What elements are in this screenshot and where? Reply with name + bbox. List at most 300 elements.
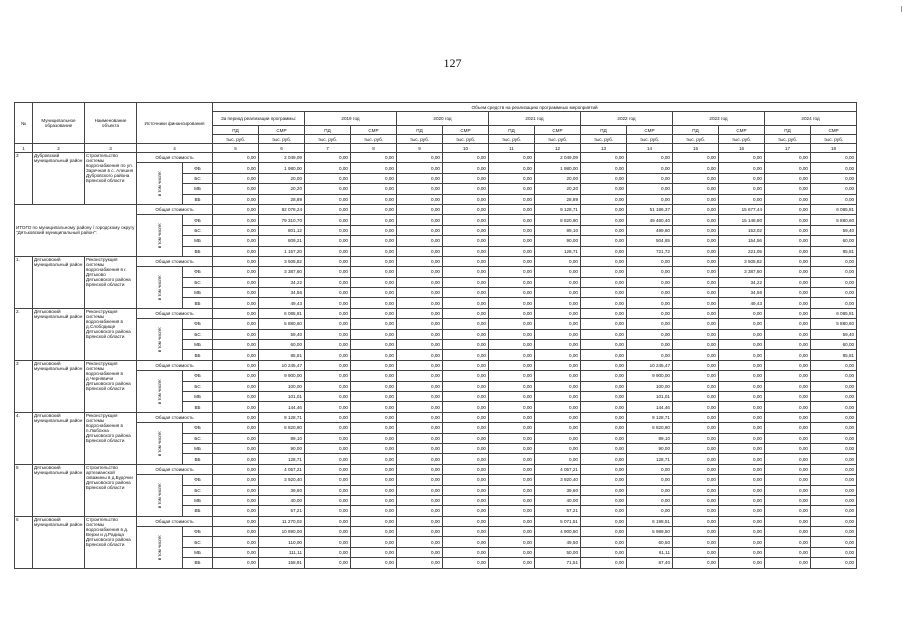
value-cell: 0,00 bbox=[673, 558, 719, 568]
value-cell: 499,60 bbox=[627, 225, 673, 235]
value-cell: 0,00 bbox=[305, 371, 351, 381]
value-cell: 28,89 bbox=[535, 194, 581, 204]
value-cell: 221,05 bbox=[719, 246, 765, 256]
value-cell: 0,00 bbox=[719, 173, 765, 183]
value-cell: 9 900,00 bbox=[627, 371, 673, 381]
value-cell: 15 148,80 bbox=[719, 215, 765, 225]
value-cell: 0,00 bbox=[673, 506, 719, 516]
value-cell: 0,00 bbox=[581, 506, 627, 516]
value-cell: 39,60 bbox=[535, 485, 581, 495]
value-cell: 0,00 bbox=[719, 423, 765, 433]
table-body bbox=[15, 153, 903, 569]
value-cell: 0,00 bbox=[351, 537, 397, 547]
value-cell: 0,00 bbox=[765, 381, 811, 391]
value-cell: 0,00 bbox=[351, 308, 397, 318]
value-cell: 0,00 bbox=[673, 537, 719, 547]
header-year: 2022 год bbox=[581, 112, 673, 126]
value-cell: 0,00 bbox=[719, 381, 765, 391]
source-vb: ВБ bbox=[183, 246, 213, 256]
value-cell: 0,00 bbox=[397, 215, 443, 225]
value-cell: 0,00 bbox=[489, 558, 535, 568]
value-cell: 0,00 bbox=[581, 225, 627, 235]
value-cell: 0,00 bbox=[213, 506, 259, 516]
value-cell: 101,01 bbox=[627, 391, 673, 401]
value-cell: 0,00 bbox=[627, 475, 673, 485]
value-cell: 0,00 bbox=[213, 464, 259, 474]
value-cell: 0,00 bbox=[673, 464, 719, 474]
value-cell: 0,00 bbox=[719, 329, 765, 339]
value-cell: 0,00 bbox=[581, 184, 627, 194]
value-cell: 0,00 bbox=[535, 340, 581, 350]
value-cell: 2 049,09 bbox=[259, 153, 305, 163]
value-cell: 0,00 bbox=[443, 256, 489, 266]
including-label bbox=[137, 475, 183, 517]
value-cell: 0,00 bbox=[489, 329, 535, 339]
value-cell: 0,00 bbox=[719, 475, 765, 485]
value-cell: 0,00 bbox=[489, 173, 535, 183]
value-cell: 0,00 bbox=[811, 277, 857, 287]
value-cell: 0,00 bbox=[443, 381, 489, 391]
value-cell: 0,00 bbox=[397, 308, 443, 318]
object-name: Реконструкция системы водоснабжения в д.Слободище Дятьковского района Брянской области bbox=[85, 308, 137, 360]
source-vb: ВБ bbox=[183, 298, 213, 308]
value-cell: 0,00 bbox=[719, 163, 765, 173]
header-pd: ПД bbox=[213, 126, 259, 135]
value-cell: 85,81 bbox=[811, 246, 857, 256]
value-cell: 0,00 bbox=[489, 246, 535, 256]
value-cell: 0,00 bbox=[351, 443, 397, 453]
value-cell: 28,89 bbox=[259, 194, 305, 204]
including-text: в том числе: bbox=[156, 430, 162, 457]
value-cell: 0,00 bbox=[719, 340, 765, 350]
value-cell: 0,00 bbox=[811, 256, 857, 266]
value-cell: 0,00 bbox=[397, 527, 443, 537]
value-cell: 0,00 bbox=[535, 423, 581, 433]
value-cell: 0,00 bbox=[489, 475, 535, 485]
value-cell: 0,00 bbox=[535, 350, 581, 360]
value-cell: 59,40 bbox=[811, 329, 857, 339]
row-number: 3 bbox=[15, 360, 33, 412]
value-cell: 0,00 bbox=[397, 163, 443, 173]
value-cell: 0,00 bbox=[627, 464, 673, 474]
value-cell: 0,00 bbox=[351, 433, 397, 443]
value-cell: 0,00 bbox=[305, 527, 351, 537]
value-cell: 0,00 bbox=[765, 173, 811, 183]
value-cell: 0,00 bbox=[811, 433, 857, 443]
value-cell: 0,00 bbox=[397, 485, 443, 495]
header-year: 2021 год bbox=[489, 112, 581, 126]
value-cell: 0,00 bbox=[489, 412, 535, 422]
value-cell: 40,00 bbox=[259, 495, 305, 505]
value-cell: 0,00 bbox=[581, 360, 627, 370]
value-cell: 0,00 bbox=[673, 256, 719, 266]
value-cell: 0,00 bbox=[581, 215, 627, 225]
value-cell: 87,40 bbox=[627, 558, 673, 568]
value-cell: 0,00 bbox=[351, 236, 397, 246]
value-cell: 0,00 bbox=[397, 246, 443, 256]
source-vb: ВБ bbox=[183, 506, 213, 516]
header-colnum: 9 bbox=[397, 144, 443, 153]
value-cell: 0,00 bbox=[627, 267, 673, 277]
value-cell: 0,00 bbox=[443, 537, 489, 547]
value-cell: 0,00 bbox=[765, 527, 811, 537]
including-text: в том числе: bbox=[156, 170, 162, 197]
header-smr: СМР bbox=[443, 126, 489, 135]
value-cell: 0,00 bbox=[305, 267, 351, 277]
value-cell: 0,00 bbox=[673, 340, 719, 350]
value-cell: 6 198,51 bbox=[627, 516, 673, 526]
value-cell: 6 085,81 bbox=[811, 204, 857, 214]
value-cell: 0,00 bbox=[213, 329, 259, 339]
value-cell: 0,00 bbox=[811, 537, 857, 547]
value-cell: 0,00 bbox=[213, 277, 259, 287]
header-object: Наименование объекта bbox=[85, 103, 137, 144]
header-unit: тыс. руб. bbox=[535, 135, 581, 144]
value-cell: 0,00 bbox=[673, 360, 719, 370]
value-cell: 0,00 bbox=[673, 381, 719, 391]
value-cell: 0,00 bbox=[719, 537, 765, 547]
value-cell: 0,00 bbox=[443, 340, 489, 350]
value-cell: 0,00 bbox=[351, 215, 397, 225]
edge-mark bbox=[901, 6, 902, 12]
value-cell: 0,00 bbox=[213, 308, 259, 318]
municipality: Дубровский муниципальный район bbox=[33, 153, 85, 205]
value-cell: 0,00 bbox=[719, 433, 765, 443]
value-cell: 0,00 bbox=[627, 256, 673, 266]
header-colnum: 3 bbox=[85, 144, 137, 153]
value-cell: 0,00 bbox=[213, 225, 259, 235]
value-cell: 0,00 bbox=[213, 423, 259, 433]
value-cell: 0,00 bbox=[351, 527, 397, 537]
object-name: Строительство системы водоснабжения по ул. Заречная в с. Алешня Дубровского района Брянской области bbox=[85, 153, 137, 205]
value-cell: 6 085,81 bbox=[259, 308, 305, 318]
value-cell: 0,00 bbox=[305, 288, 351, 298]
value-cell: 721,72 bbox=[627, 246, 673, 256]
value-cell: 0,00 bbox=[581, 402, 627, 412]
value-cell: 0,00 bbox=[397, 443, 443, 453]
value-cell: 0,00 bbox=[443, 267, 489, 277]
value-cell: 0,00 bbox=[673, 298, 719, 308]
value-cell: 0,00 bbox=[351, 256, 397, 266]
source-mb: МБ bbox=[183, 443, 213, 453]
row-number: 3 bbox=[15, 153, 33, 205]
value-cell: 1 980,00 bbox=[259, 163, 305, 173]
value-cell: 0,00 bbox=[627, 319, 673, 329]
value-cell: 0,00 bbox=[351, 173, 397, 183]
value-cell: 0,00 bbox=[811, 443, 857, 453]
value-cell: 0,00 bbox=[811, 360, 857, 370]
value-cell: 61,11 bbox=[627, 547, 673, 557]
value-cell: 0,00 bbox=[673, 215, 719, 225]
header-pd: ПД bbox=[581, 126, 627, 135]
including-label bbox=[137, 423, 183, 465]
value-cell: 0,00 bbox=[443, 215, 489, 225]
value-cell: 0,00 bbox=[305, 246, 351, 256]
value-cell: 0,00 bbox=[581, 204, 627, 214]
including-label bbox=[137, 163, 183, 205]
value-cell: 0,00 bbox=[351, 506, 397, 516]
value-cell: 0,00 bbox=[719, 391, 765, 401]
value-cell: 0,00 bbox=[489, 402, 535, 412]
value-cell: 0,00 bbox=[581, 371, 627, 381]
value-cell: 158,91 bbox=[259, 558, 305, 568]
value-cell: 49,50 bbox=[535, 537, 581, 547]
value-cell: 0,00 bbox=[627, 173, 673, 183]
value-cell: 0,00 bbox=[443, 298, 489, 308]
value-cell: 0,00 bbox=[397, 184, 443, 194]
value-cell: 10 890,00 bbox=[259, 527, 305, 537]
source-bs: БС bbox=[183, 485, 213, 495]
value-cell: 0,00 bbox=[673, 163, 719, 173]
value-cell: 0,00 bbox=[489, 163, 535, 173]
value-cell: 0,00 bbox=[305, 319, 351, 329]
header-colnum: 1 bbox=[15, 144, 33, 153]
value-cell: 4 057,21 bbox=[259, 464, 305, 474]
value-cell: 59,40 bbox=[259, 329, 305, 339]
header-colnum: 5 bbox=[213, 144, 259, 153]
value-cell: 0,00 bbox=[673, 236, 719, 246]
value-cell: 0,00 bbox=[627, 308, 673, 318]
row-number: 1. bbox=[15, 256, 33, 308]
total-cost-label: Общая стоимость bbox=[137, 464, 213, 474]
value-cell: 0,00 bbox=[627, 153, 673, 163]
row-number: 5 bbox=[15, 464, 33, 516]
value-cell: 0,00 bbox=[581, 340, 627, 350]
value-cell: 89,10 bbox=[259, 433, 305, 443]
header-pd: ПД bbox=[673, 126, 719, 135]
value-cell: 0,00 bbox=[397, 423, 443, 433]
value-cell: 0,00 bbox=[719, 485, 765, 495]
value-cell: 0,00 bbox=[397, 319, 443, 329]
value-cell: 0,00 bbox=[535, 402, 581, 412]
value-cell: 39,60 bbox=[259, 485, 305, 495]
value-cell: 3 387,60 bbox=[259, 267, 305, 277]
value-cell: 0,00 bbox=[305, 381, 351, 391]
value-cell: 0,00 bbox=[305, 475, 351, 485]
header-unit: тыс. руб. bbox=[443, 135, 489, 144]
value-cell: 0,00 bbox=[213, 184, 259, 194]
value-cell: 0,00 bbox=[213, 298, 259, 308]
value-cell: 100,00 bbox=[627, 381, 673, 391]
value-cell: 49,43 bbox=[259, 298, 305, 308]
value-cell: 0,00 bbox=[581, 173, 627, 183]
value-cell: 6 085,81 bbox=[811, 308, 857, 318]
value-cell: 9 900,00 bbox=[259, 371, 305, 381]
value-cell: 0,00 bbox=[443, 288, 489, 298]
value-cell: 10 245,47 bbox=[627, 360, 673, 370]
value-cell: 0,00 bbox=[627, 329, 673, 339]
object-name: Реконструкция системы водоснабжения в г. Дятьково Дятьковского района Брянской области bbox=[85, 256, 137, 308]
header-no: № bbox=[15, 103, 33, 144]
value-cell: 0,00 bbox=[351, 423, 397, 433]
value-cell: 0,00 bbox=[397, 391, 443, 401]
value-cell: 0,00 bbox=[811, 163, 857, 173]
value-cell: 0,00 bbox=[443, 360, 489, 370]
value-cell: 0,00 bbox=[305, 433, 351, 443]
source-vb: ВБ bbox=[183, 350, 213, 360]
value-cell: 0,00 bbox=[535, 298, 581, 308]
header-pd: ПД bbox=[397, 126, 443, 135]
value-cell: 0,00 bbox=[213, 319, 259, 329]
value-cell: 0,00 bbox=[305, 412, 351, 422]
value-cell: 0,00 bbox=[765, 256, 811, 266]
value-cell: 0,00 bbox=[305, 184, 351, 194]
value-cell: 0,00 bbox=[305, 340, 351, 350]
value-cell: 0,00 bbox=[765, 267, 811, 277]
value-cell: 0,00 bbox=[351, 475, 397, 485]
value-cell: 0,00 bbox=[213, 256, 259, 266]
header-smr: СМР bbox=[259, 126, 305, 135]
value-cell: 0,00 bbox=[443, 506, 489, 516]
value-cell: 801,12 bbox=[259, 225, 305, 235]
value-cell: 0,00 bbox=[627, 495, 673, 505]
value-cell: 0,00 bbox=[351, 163, 397, 173]
value-cell: 57,21 bbox=[535, 506, 581, 516]
value-cell: 0,00 bbox=[811, 516, 857, 526]
header-unit: тыс. руб. bbox=[489, 135, 535, 144]
value-cell: 0,00 bbox=[351, 225, 397, 235]
value-cell: 0,00 bbox=[397, 173, 443, 183]
value-cell: 0,00 bbox=[765, 558, 811, 568]
value-cell: 0,00 bbox=[213, 402, 259, 412]
header-colnum: 11 bbox=[489, 144, 535, 153]
value-cell: 0,00 bbox=[673, 153, 719, 163]
value-cell: 0,00 bbox=[351, 516, 397, 526]
value-cell: 0,00 bbox=[627, 194, 673, 204]
value-cell: 0,00 bbox=[489, 485, 535, 495]
value-cell: 0,00 bbox=[673, 391, 719, 401]
value-cell: 0,00 bbox=[765, 412, 811, 422]
value-cell: 0,00 bbox=[213, 340, 259, 350]
table-row bbox=[15, 153, 903, 163]
value-cell: 49 460,40 bbox=[627, 215, 673, 225]
value-cell: 0,00 bbox=[765, 288, 811, 298]
value-cell: 0,00 bbox=[765, 350, 811, 360]
value-cell: 0,00 bbox=[719, 558, 765, 568]
value-cell: 0,00 bbox=[673, 246, 719, 256]
object-name: Реконструкция системы водоснабжения в п.Любохна Дятьковского района Брянской области bbox=[85, 412, 137, 464]
municipality: Дятьковский муниципальный район bbox=[33, 412, 85, 464]
value-cell: 0,00 bbox=[397, 537, 443, 547]
value-cell: 0,00 bbox=[443, 277, 489, 287]
value-cell: 34,56 bbox=[719, 288, 765, 298]
value-cell: 0,00 bbox=[719, 371, 765, 381]
value-cell: 0,00 bbox=[443, 558, 489, 568]
value-cell: 0,00 bbox=[351, 454, 397, 464]
value-cell: 0,00 bbox=[397, 547, 443, 557]
value-cell: 0,00 bbox=[397, 454, 443, 464]
value-cell: 0,00 bbox=[535, 288, 581, 298]
value-cell: 0,00 bbox=[489, 506, 535, 516]
value-cell: 0,00 bbox=[673, 194, 719, 204]
table-header bbox=[15, 103, 903, 153]
value-cell: 0,00 bbox=[443, 246, 489, 256]
value-cell: 0,00 bbox=[443, 163, 489, 173]
total-cost-label: Общая стоимость bbox=[137, 153, 213, 163]
value-cell: 0,00 bbox=[581, 423, 627, 433]
value-cell: 0,00 bbox=[213, 173, 259, 183]
value-cell: 0,00 bbox=[765, 360, 811, 370]
header-smr: СМР bbox=[719, 126, 765, 135]
value-cell: 49,43 bbox=[719, 298, 765, 308]
header-smr: СМР bbox=[627, 126, 673, 135]
value-cell: 0,00 bbox=[351, 246, 397, 256]
value-cell: 0,00 bbox=[581, 527, 627, 537]
header-unit: тыс. руб. bbox=[719, 135, 765, 144]
header-unit: тыс. руб. bbox=[811, 135, 857, 144]
value-cell: 0,00 bbox=[351, 204, 397, 214]
value-cell: 0,00 bbox=[581, 391, 627, 401]
value-cell: 0,00 bbox=[213, 246, 259, 256]
value-cell: 8 820,90 bbox=[627, 423, 673, 433]
value-cell: 0,00 bbox=[213, 371, 259, 381]
header-year: 2024 год bbox=[765, 112, 857, 126]
value-cell: 0,00 bbox=[351, 485, 397, 495]
table-row bbox=[15, 423, 903, 433]
value-cell: 0,00 bbox=[765, 308, 811, 318]
value-cell: 40,00 bbox=[535, 495, 581, 505]
value-cell: 0,00 bbox=[489, 153, 535, 163]
value-cell: 0,00 bbox=[673, 516, 719, 526]
value-cell: 5 880,60 bbox=[811, 215, 857, 225]
value-cell: 0,00 bbox=[305, 360, 351, 370]
header-colnum: 8 bbox=[351, 144, 397, 153]
value-cell: 1 157,20 bbox=[259, 246, 305, 256]
value-cell: 0,00 bbox=[305, 173, 351, 183]
value-cell: 0,00 bbox=[397, 225, 443, 235]
header-colnum-row bbox=[15, 144, 903, 153]
value-cell: 0,00 bbox=[489, 547, 535, 557]
header-unit: тыс. руб. bbox=[305, 135, 351, 144]
value-cell: 0,00 bbox=[489, 371, 535, 381]
value-cell: 0,00 bbox=[765, 329, 811, 339]
value-cell: 0,00 bbox=[443, 308, 489, 318]
value-cell: 0,00 bbox=[351, 412, 397, 422]
value-cell: 0,00 bbox=[719, 443, 765, 453]
value-cell: 0,00 bbox=[765, 423, 811, 433]
value-cell: 0,00 bbox=[627, 163, 673, 173]
value-cell: 0,00 bbox=[351, 464, 397, 474]
value-cell: 0,00 bbox=[719, 464, 765, 474]
table-row bbox=[15, 319, 903, 329]
value-cell: 0,00 bbox=[443, 236, 489, 246]
value-cell: 0,00 bbox=[489, 350, 535, 360]
value-cell: 0,00 bbox=[305, 215, 351, 225]
row-number: 6 bbox=[15, 516, 33, 568]
value-cell: 8 820,90 bbox=[259, 423, 305, 433]
header-unit: тыс. руб. bbox=[213, 135, 259, 144]
value-cell: 0,00 bbox=[443, 516, 489, 526]
value-cell: 0,00 bbox=[489, 308, 535, 318]
value-cell: 0,00 bbox=[489, 391, 535, 401]
value-cell: 0,00 bbox=[627, 506, 673, 516]
value-cell: 3 505,82 bbox=[259, 256, 305, 266]
value-cell: 0,00 bbox=[489, 433, 535, 443]
value-cell: 0,00 bbox=[811, 464, 857, 474]
header-unit: тыс. руб. bbox=[673, 135, 719, 144]
value-cell: 0,00 bbox=[443, 423, 489, 433]
source-mb: МБ bbox=[183, 495, 213, 505]
header-unit: тыс. руб. bbox=[397, 135, 443, 144]
value-cell: 0,00 bbox=[719, 308, 765, 318]
value-cell: 0,00 bbox=[581, 236, 627, 246]
value-cell: 0,00 bbox=[443, 225, 489, 235]
value-cell: 5 880,60 bbox=[811, 319, 857, 329]
total-cost-label: Общая стоимость bbox=[137, 308, 213, 318]
value-cell: 0,00 bbox=[443, 402, 489, 412]
value-cell: 144,46 bbox=[259, 402, 305, 412]
value-cell: 0,00 bbox=[535, 277, 581, 287]
